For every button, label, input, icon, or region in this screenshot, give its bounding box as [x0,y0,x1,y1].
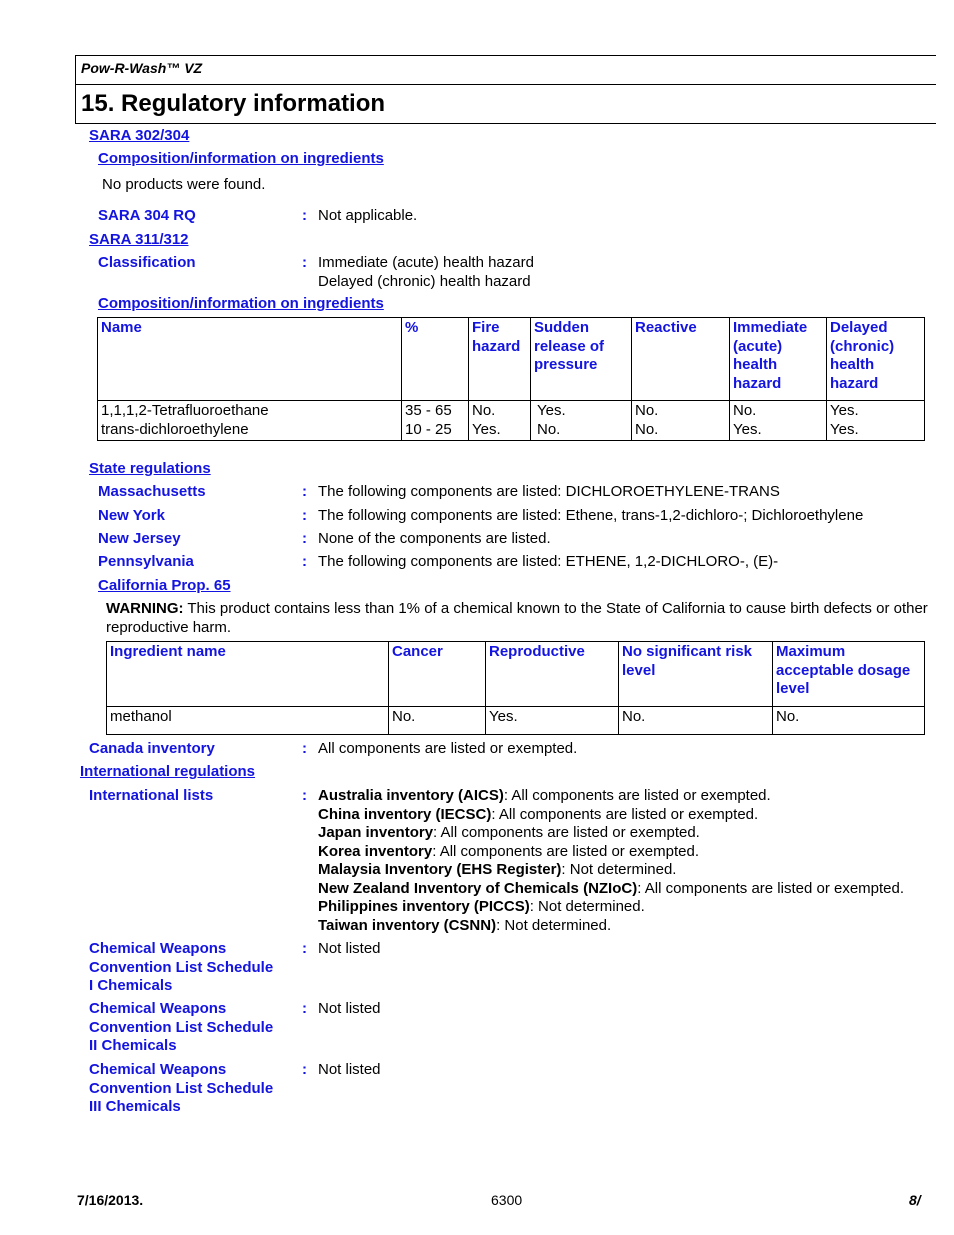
no-products-text: No products were found. [102,176,266,193]
table-cell: 35 - 65 10 - 25 [402,401,469,441]
sara-311-table [97,317,925,441]
table-cell: No. No. [632,401,730,441]
classification-value: Delayed (chronic) health hazard [318,272,531,290]
cw-value: Not listed [318,940,381,957]
warning-text: This product contains less than 1% of a chemical known to the State of California to cause birth defects or other reproductive harm. [106,600,928,636]
canada-value: All components are listed or exempted. [318,740,578,757]
col-header: Delayed (chronic) health hazard [827,318,925,401]
state-value: The following components are listed: ETHENE, 1,2-DICHLORO-, (E)- [318,553,779,570]
col-header: Reactive [632,318,730,401]
section-title-box [75,85,936,124]
list-item: Korea inventory: All components are listed or exempted. [318,842,700,860]
colon: : [302,1061,307,1078]
sara-302-heading[interactable]: SARA 302/304 [89,127,190,144]
table-cell: Yes. [486,707,619,735]
table-header-row [107,642,925,707]
table-row [98,401,925,441]
sara-304-rq-value: Not applicable. [318,207,418,224]
col-header: No significant risk level [619,642,773,707]
canada-row [0,740,954,760]
list-item: Malaysia Inventory (EHS Register): Not determined. [318,861,677,878]
col-header: Cancer [389,642,486,707]
cw-label: Chemical Weapons Convention List Schedule II Chemicals [89,1000,274,1054]
classification-row [0,254,954,294]
sara-304-rq-row [0,207,954,227]
colon: : [302,740,307,757]
state-row-new-york [0,507,954,527]
table-cell: No. Yes. [730,401,827,441]
header-bar [75,55,936,85]
col-header: Name [98,318,402,401]
state-label: Massachusetts [98,483,206,500]
section-title: 15. Regulatory information [81,90,386,117]
sara-311-comp-heading[interactable]: Composition/information on ingredients [98,295,384,312]
state-regulations-heading[interactable]: State regulations [89,460,211,477]
table-cell: Yes. No. [531,401,632,441]
prop65-table [106,641,925,735]
inventory-list [318,787,904,935]
warning-label: WARNING: [106,600,184,617]
colon: : [302,940,307,957]
classification-label: Classification [98,254,196,271]
state-value: The following components are listed: DICHLOROETHYLENE-TRANS [318,483,780,500]
state-value: The following components are listed: Ethene, trans-1,2-dichloro-; Dichloroethylene [318,507,864,524]
colon: : [302,507,307,524]
col-header: Sudden release of pressure [531,318,632,401]
table-cell: No. [619,707,773,735]
canada-label: Canada inventory [89,740,215,757]
list-item: Philippines inventory (PICCS): Not determined. [318,898,645,915]
list-item: New Zealand Inventory of Chemicals (NZIoC): All components are listed or exempted. [318,879,905,897]
footer-page: 8/ [909,1192,921,1208]
cw-value: Not listed [318,1000,381,1017]
footer-date: 7/16/2013. [77,1192,144,1208]
california-prop65-heading[interactable]: California Prop. 65 [98,577,231,594]
colon: : [302,207,307,224]
state-row-new-jersey [0,530,954,550]
table-cell: 1,1,1,2-Tetrafluoroethane trans-dichloroethylene [98,401,402,441]
state-label: New York [98,507,165,524]
table-cell: Yes. Yes. [827,401,925,441]
colon: : [302,787,307,804]
list-item: China inventory (IECSC): All components are listed or exempted. [318,805,759,823]
cw-schedule-3-row [0,1061,954,1119]
state-label: Pennsylvania [98,553,194,570]
table-row [107,707,925,735]
product-name: Pow-R-Wash™ VZ [81,60,203,76]
table-cell: methanol [107,707,389,735]
colon: : [302,254,307,271]
international-lists-label: International lists [89,787,214,804]
colon: : [302,483,307,500]
sara-304-rq-label: SARA 304 RQ [98,207,196,224]
footer-code: 6300 [491,1192,523,1208]
cw-label: Chemical Weapons Convention List Schedule III Chemicals [89,1061,274,1115]
col-header: Maximum acceptable dosage level [773,642,925,707]
cw-schedule-2-row [0,1000,954,1058]
list-item: Taiwan inventory (CSNN): Not determined. [318,916,612,934]
state-value: None of the components are listed. [318,530,551,547]
sara-311-heading[interactable]: SARA 311/312 [89,231,189,248]
cw-value: Not listed [318,1061,381,1078]
colon: : [302,1000,307,1017]
international-lists-row [0,787,954,937]
cw-schedule-1-row [0,940,954,998]
prop65-warning [106,600,936,637]
colon: : [302,553,307,570]
col-header: Immediate (acute) health hazard [730,318,827,401]
col-header: % [402,318,469,401]
state-row-massachusetts [0,483,954,503]
classification-values [318,254,534,291]
state-row-pennsylvania [0,553,954,573]
colon: : [302,530,307,547]
table-header-row [98,318,925,401]
col-header: Fire hazard [469,318,531,401]
table-cell: No. [389,707,486,735]
state-label: New Jersey [98,530,181,547]
list-item: Australia inventory (AICS): All components are listed or exempted. [318,787,771,804]
table-cell: No. Yes. [469,401,531,441]
table-cell: No. [773,707,925,735]
cw-label: Chemical Weapons Convention List Schedule I Chemicals [89,940,274,994]
col-header: Ingredient name [107,642,389,707]
classification-value: Immediate (acute) health hazard [318,254,534,271]
list-item: Japan inventory: All components are listed or exempted. [318,824,700,841]
sara-302-comp-heading[interactable]: Composition/information on ingredients [98,150,384,167]
international-heading[interactable]: International regulations [80,763,256,780]
col-header: Reproductive [486,642,619,707]
